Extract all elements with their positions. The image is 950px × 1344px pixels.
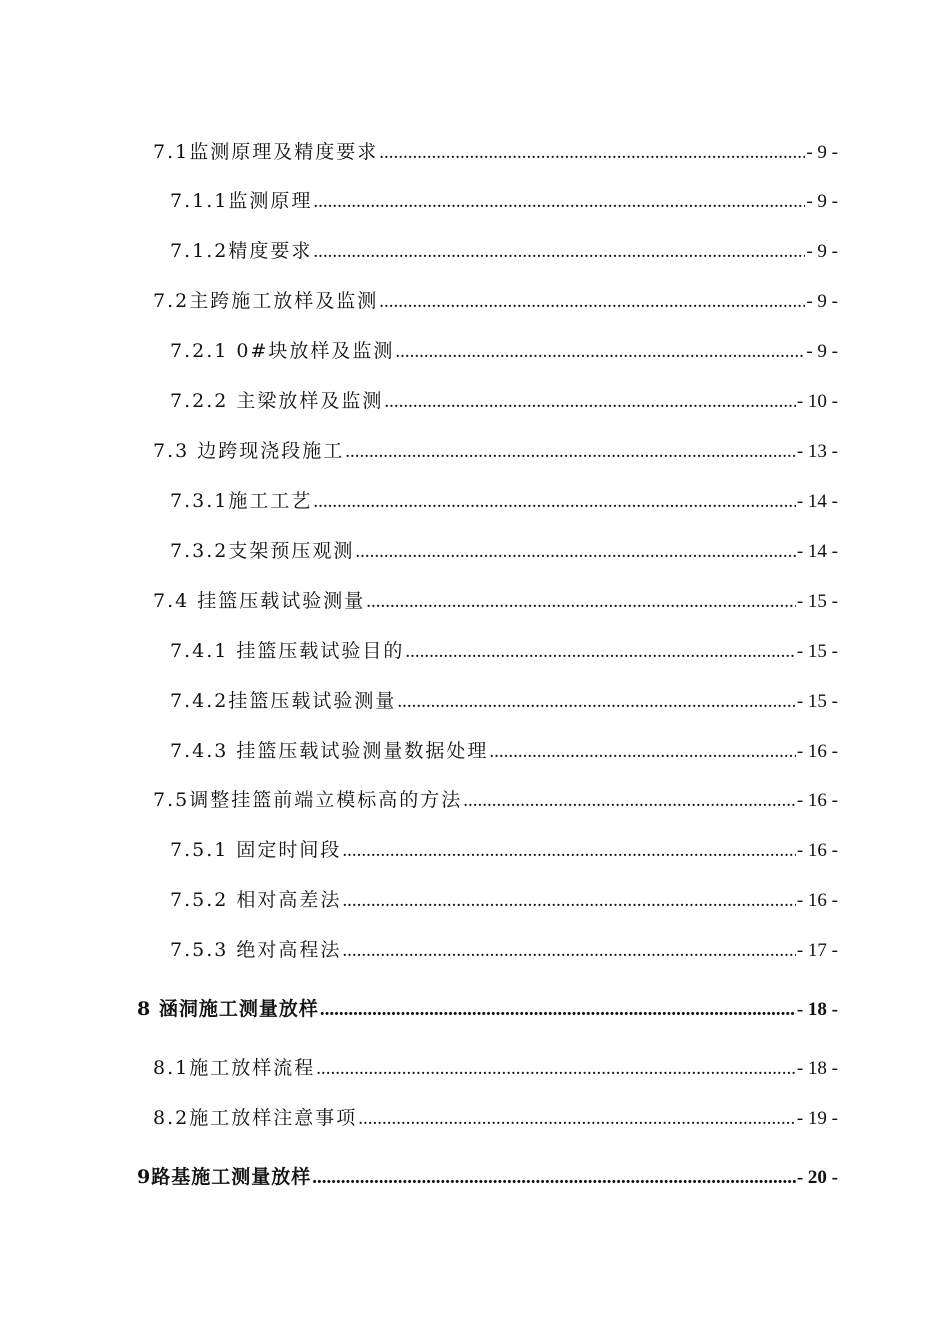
toc-entry[interactable] <box>170 236 838 266</box>
toc-entry-page-number: - 10 - <box>796 391 838 412</box>
toc-entry-label: 7.5.3 绝对高程法 <box>170 939 342 961</box>
toc-entry-page-number: - 15 - <box>796 641 838 662</box>
toc-entry-label: 7.5.1 固定时间段 <box>170 839 342 861</box>
toc-entry-label: 8.1施工放样流程 <box>153 1057 316 1079</box>
toc-entry-page-number: - 19 - <box>796 1108 838 1129</box>
toc-entry-page-number: - 9 - <box>806 142 838 163</box>
toc-dot-leader <box>342 840 795 862</box>
toc-dot-leader <box>313 191 805 213</box>
toc-entry-page-number: - 9 - <box>806 191 838 212</box>
toc-entry-label: 8 涵洞施工测量放样 <box>137 998 319 1020</box>
toc-dot-leader <box>342 940 795 962</box>
toc-dot-leader <box>379 142 805 164</box>
toc-entry-label: 7.5.2 相对高差法 <box>170 889 342 911</box>
toc-entry[interactable] <box>137 994 838 1024</box>
toc-entry[interactable] <box>153 586 838 616</box>
toc-entry[interactable] <box>170 686 838 716</box>
toc-entry-page-number: - 15 - <box>796 591 838 612</box>
toc-entry[interactable] <box>170 336 838 366</box>
toc-dot-leader <box>320 999 796 1021</box>
toc-entry-label: 7.5调整挂篮前端立模标高的方法 <box>153 789 463 811</box>
toc-entry-page-number: - 16 - <box>796 790 838 811</box>
toc-entry-label: 7.4 挂篮压载试验测量 <box>153 590 366 612</box>
toc-entry-label: 7.2.2 主梁放样及监测 <box>170 390 384 412</box>
toc-entry-label: 7.2.1 0#块放样及监测 <box>170 340 395 362</box>
toc-entry-label: 7.4.1 挂篮压载试验目的 <box>170 640 405 662</box>
toc-entry[interactable] <box>153 1103 838 1133</box>
toc-entry[interactable] <box>170 536 838 566</box>
toc-dot-leader <box>342 890 795 912</box>
toc-entry-label: 7.2主跨施工放样及监测 <box>153 290 379 312</box>
toc-entry-label: 9路基施工测量放样 <box>137 1166 312 1188</box>
toc-entry-label: 7.1.1监测原理 <box>170 190 313 212</box>
toc-entry[interactable] <box>170 835 838 865</box>
toc-entry-page-number: - 16 - <box>796 741 838 762</box>
toc-dot-leader <box>405 641 795 663</box>
toc-entry[interactable] <box>170 885 838 915</box>
toc-dot-leader <box>379 291 805 313</box>
toc-entry-label: 7.3.1施工工艺 <box>170 490 313 512</box>
toc-entry-label: 8.2施工放样注意事项 <box>153 1107 358 1129</box>
toc-entry[interactable] <box>153 1053 838 1083</box>
toc-entry[interactable] <box>153 286 838 316</box>
toc-entry-page-number: - 18 - <box>796 1058 838 1079</box>
toc-dot-leader <box>345 441 796 463</box>
toc-entry-label: 7.1.2精度要求 <box>170 240 313 262</box>
toc-entry[interactable] <box>137 1162 838 1192</box>
toc-entry-page-number: - 14 - <box>796 541 838 562</box>
toc-entry-label: 7.1监测原理及精度要求 <box>153 141 379 163</box>
toc-dot-leader <box>463 790 796 812</box>
toc-dot-leader <box>395 341 805 363</box>
toc-dot-leader <box>316 1058 796 1080</box>
toc-entry[interactable] <box>170 386 838 416</box>
toc-dot-leader <box>313 241 805 263</box>
toc-entry-label: 7.4.3 挂篮压载试验测量数据处理 <box>170 740 489 762</box>
toc-entry-page-number: - 9 - <box>806 341 838 362</box>
toc-entry-label: 7.3 边跨现浇段施工 <box>153 440 345 462</box>
toc-entry-page-number: - 13 - <box>796 441 838 462</box>
toc-entry-page-number: - 16 - <box>796 890 838 911</box>
toc-dot-leader <box>384 391 795 413</box>
toc-entry[interactable] <box>170 736 838 766</box>
toc-dot-leader <box>366 591 796 613</box>
toc-entry-page-number: - 15 - <box>796 691 838 712</box>
toc-entry-label: 7.3.2支架预压观测 <box>170 540 355 562</box>
toc-dot-leader <box>355 541 795 563</box>
toc-dot-leader <box>489 741 795 763</box>
toc-entry[interactable] <box>170 486 838 516</box>
toc-entry[interactable] <box>153 436 838 466</box>
toc-entry[interactable] <box>153 785 838 815</box>
toc-entry-label: 7.4.2挂篮压载试验测量 <box>170 690 397 712</box>
toc-dot-leader <box>397 691 795 713</box>
toc-entry[interactable] <box>170 935 838 965</box>
toc-dot-leader <box>358 1108 796 1130</box>
toc-entry-page-number: - 9 - <box>806 241 838 262</box>
toc-entry[interactable] <box>170 636 838 666</box>
toc-entry-page-number: - 14 - <box>796 491 838 512</box>
toc-entry[interactable] <box>170 186 838 216</box>
toc-entry-page-number: - 20 - <box>796 1167 838 1188</box>
toc-entry-page-number: - 17 - <box>796 940 838 961</box>
toc-entry-page-number: - 9 - <box>806 291 838 312</box>
toc-entry-page-number: - 18 - <box>796 999 838 1020</box>
toc-dot-leader <box>313 491 795 513</box>
toc-entry-page-number: - 16 - <box>796 840 838 861</box>
toc-dot-leader <box>312 1167 796 1189</box>
toc-entry[interactable] <box>153 137 838 167</box>
